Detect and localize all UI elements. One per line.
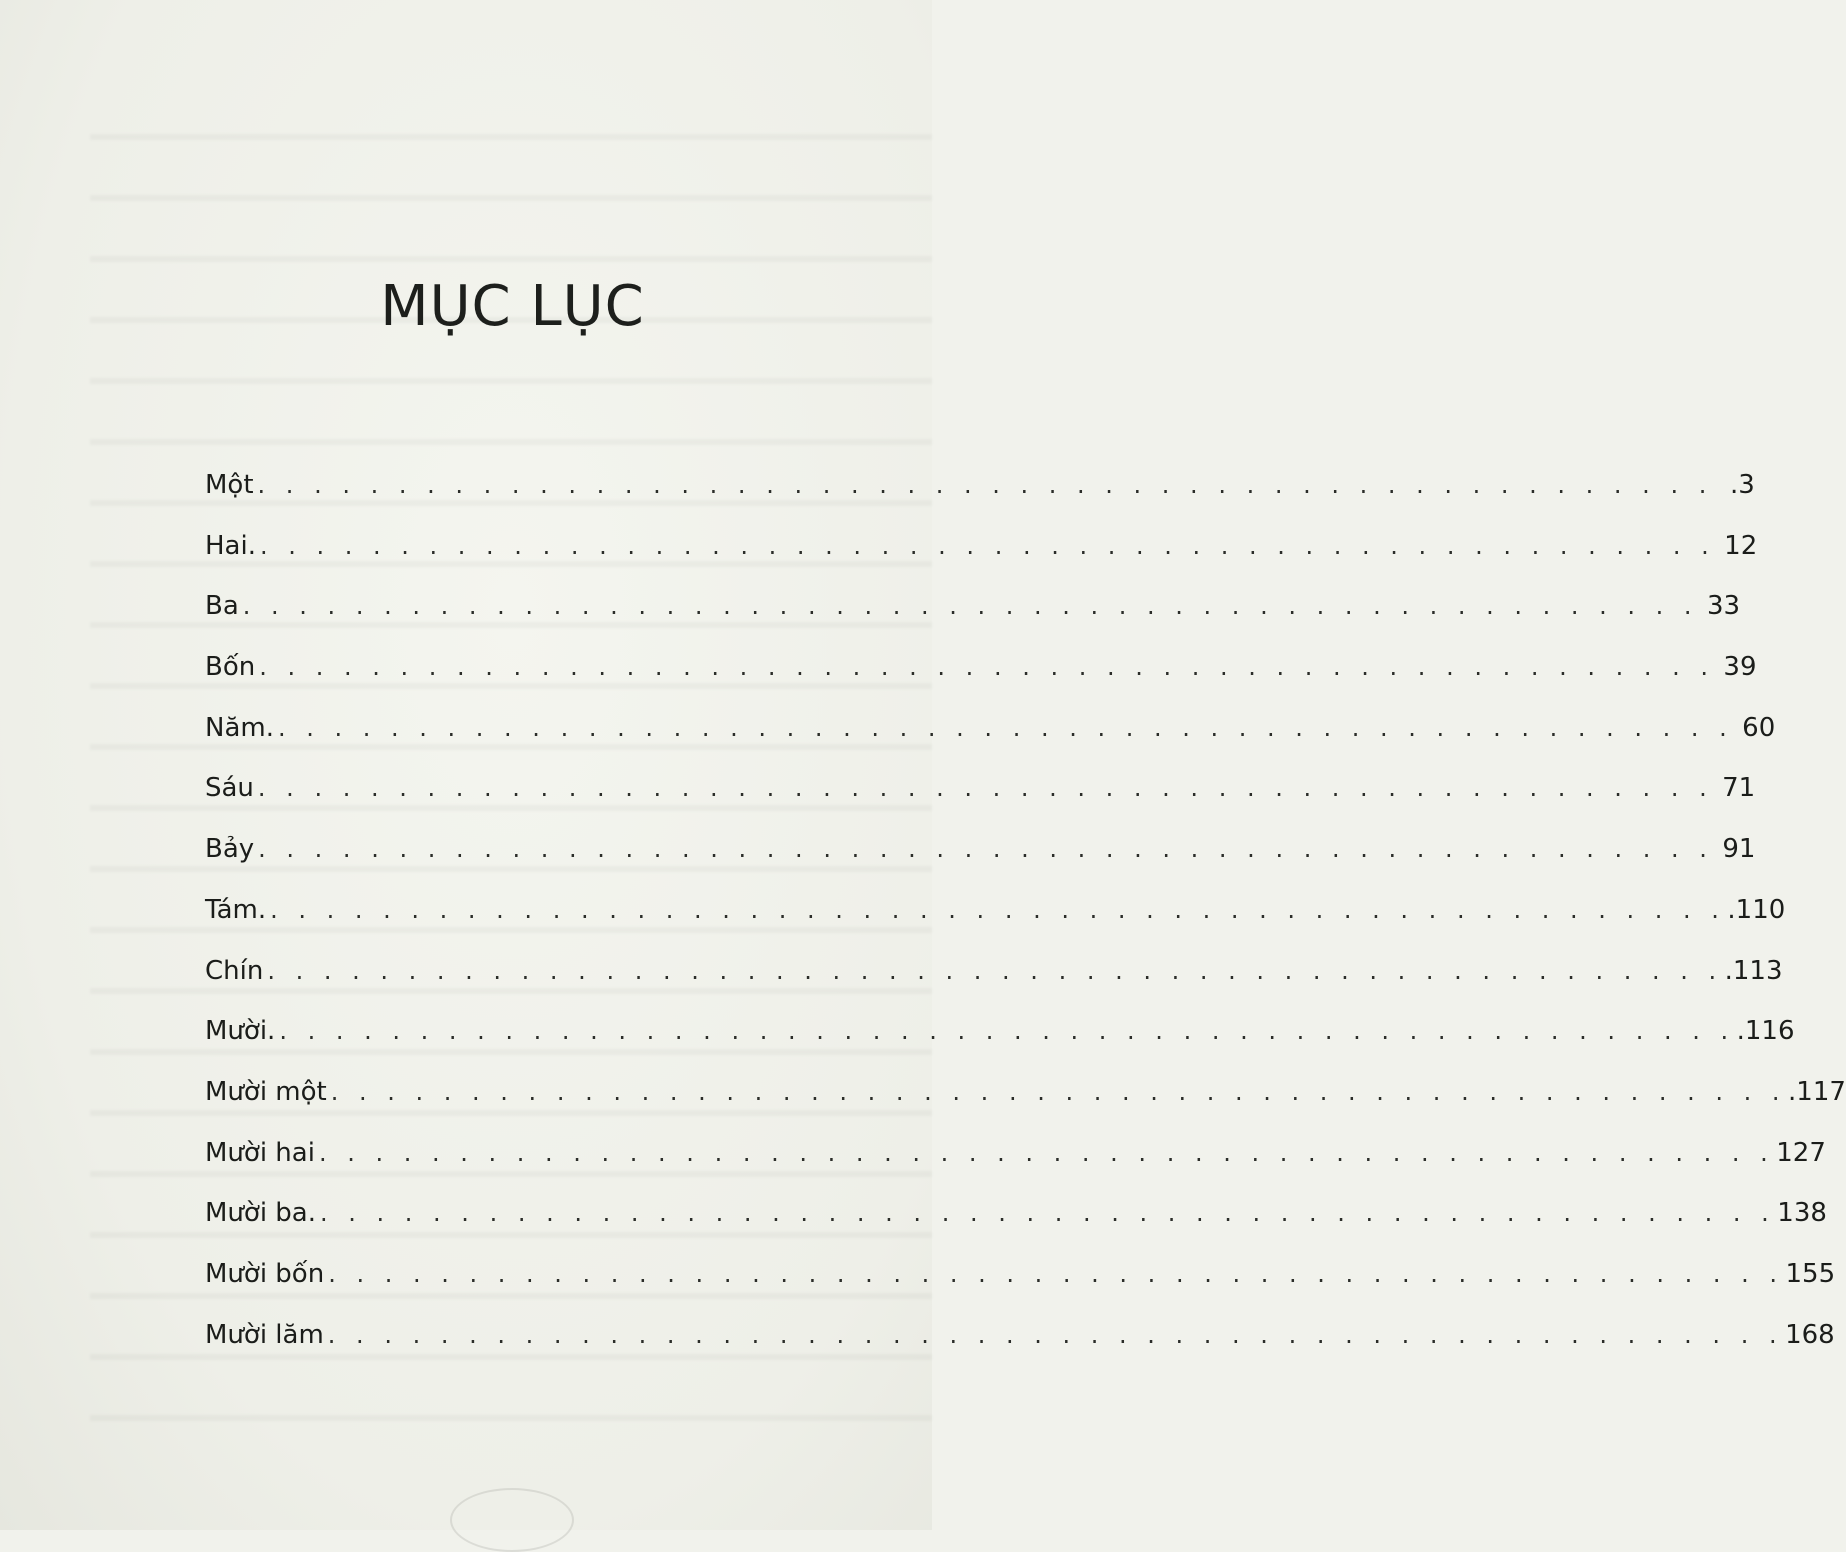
toc-entry-page: .110 (1727, 894, 1786, 925)
toc-entry-page: 138 (1777, 1198, 1827, 1229)
toc-leader-dots: . . . . . . . . . . . . . . . . . . . . . . . . . . . . . . . . . . . . . . . . . . . . . . . . . . . . (279, 1017, 1735, 1046)
toc-entry-page: 168 (1785, 1319, 1835, 1350)
toc-entry (205, 589, 1741, 650)
toc-entry (205, 468, 1755, 529)
toc-entry-label: Sáu (205, 773, 254, 804)
toc-leader-dots: . . . . . . . . . . . . . . . . . . . . . . . . . . . . . . . . . . . . . . . . . . . . . . . . . . . . (328, 1259, 1784, 1288)
toc-entry (205, 1075, 1846, 1136)
toc-entry (205, 711, 1776, 772)
page-title: MỤC LỤC (380, 273, 645, 339)
toc-entry-page: .113 (1724, 955, 1783, 986)
toc-entry (205, 1318, 1835, 1379)
toc-entry-label: Mười. (205, 1016, 276, 1047)
toc-leader-dots: . . . . . . . . . . . . . . . . . . . . . . . . . . . . . . . . . . . . . . . . . . . . . . . . . . . . (242, 592, 1699, 621)
toc-leader-dots: . . . . . . . . . . . . . . . . . . . . . . . . . . . . . . . . . . . . . . . . . . . . . . . . . . . . (318, 1138, 1775, 1167)
toc-leader-dots: . . . . . . . . . . . . . . . . . . . . . . . . . . . . . . . . . . . . . . . . . . . . . . . . . . . . (258, 835, 1714, 864)
toc-entry-page: 39 (1723, 652, 1757, 683)
toc-leader-dots: . . . . . . . . . . . . . . . . . . . . . . . . . . . . . . . . . . . . . . . . . . . . . . . . . . . . (270, 895, 1726, 924)
toc-entry (205, 893, 1786, 954)
toc-entry-label: Bảy (205, 834, 255, 865)
toc-entry-label: Hai. (205, 530, 256, 561)
toc-leader-dots: . . . . . . . . . . . . . . . . . . . . . . . . . . . . . . . . . . . . . . . . . . . . . . . . . . . . (330, 1077, 1787, 1106)
toc-leader-dots: . . . . . . . . . . . . . . . . . . . . . . . . . . . . . . . . . . . . . . . . . . . . . . . . . . . . (257, 774, 1714, 803)
toc-entry (205, 832, 1756, 893)
toc-entry-label: Bốn (205, 652, 256, 683)
toc-entry-page: .117 (1788, 1076, 1846, 1107)
toc-leader-dots: . . . . . . . . . . . . . . . . . . . . . . . . . . . . . . . . . . . . . . . . . . . . . . . . . . . . (320, 1199, 1776, 1228)
toc-entry-label: Một (205, 470, 254, 500)
toc-leader-dots: . . . . . . . . . . . . . . . . . . . . . . . . . . . . . . . . . . . . . . . . . . . . . . . . . . . . (259, 653, 1715, 682)
toc-entry (205, 529, 1758, 590)
toc-entry-page: .3 (1730, 470, 1755, 500)
toc-entry-label: Mười một (205, 1076, 327, 1107)
toc-leader-dots: . . . . . . . . . . . . . . . . . . . . . . . . . . . . . . . . . . . . . . . . . . . . . . . . . . . . (259, 531, 1716, 560)
toc-entry-page: 12 (1724, 530, 1758, 561)
toc-entry (205, 771, 1756, 832)
toc-entry-label: Chín (205, 955, 264, 986)
toc-entry-page: 127 (1776, 1137, 1826, 1168)
toc-entry (205, 1136, 1826, 1197)
toc-entry (205, 1196, 1827, 1257)
toc-leader-dots: . . . . . . . . . . . . . . . . . . . . . . . . . . . . . . . . . . . . . . . . . . . . . . . . . . . . (257, 471, 1713, 499)
toc-entry-label: Ba (205, 591, 239, 622)
toc-entry-page: 60 (1742, 712, 1776, 743)
toc-entry-page: 91 (1722, 834, 1756, 865)
toc-leader-dots: . . . . . . . . . . . . . . . . . . . . . . . . . . . . . . . . . . . . . . . . . . . . . . . . . . . . (327, 1320, 1784, 1349)
toc-leader-dots: . . . . . . . . . . . . . . . . . . . . . . . . . . . . . . . . . . . . . . . . . . . . . . . . . . . . (267, 956, 1723, 985)
toc-leader-dots: . . . . . . . . . . . . . . . . . . . . . . . . . . . . . . . . . . . . . . . . . . . . . . . . . . . . (277, 713, 1734, 742)
toc-entry (205, 1014, 1795, 1075)
toc-entry-label: Mười hai (205, 1137, 315, 1168)
toc-entry-page: 155 (1785, 1258, 1836, 1289)
toc-entry (205, 954, 1783, 1015)
toc-entry-page: .116 (1736, 1016, 1795, 1047)
page-number-seal (450, 1488, 574, 1552)
toc-entry-label: Tám. (205, 894, 267, 925)
table-of-contents (205, 468, 1846, 1378)
toc-entry (205, 1257, 1836, 1318)
toc-entry-label: Năm. (205, 712, 274, 743)
toc-entry-page: 71 (1722, 773, 1756, 804)
toc-entry-label: Mười lăm (205, 1319, 324, 1350)
toc-entry-label: Mười bốn (205, 1258, 325, 1289)
toc-entry-page: 33 (1706, 591, 1741, 622)
toc-entry (205, 650, 1757, 711)
toc-entry-label: Mười ba. (205, 1198, 317, 1229)
